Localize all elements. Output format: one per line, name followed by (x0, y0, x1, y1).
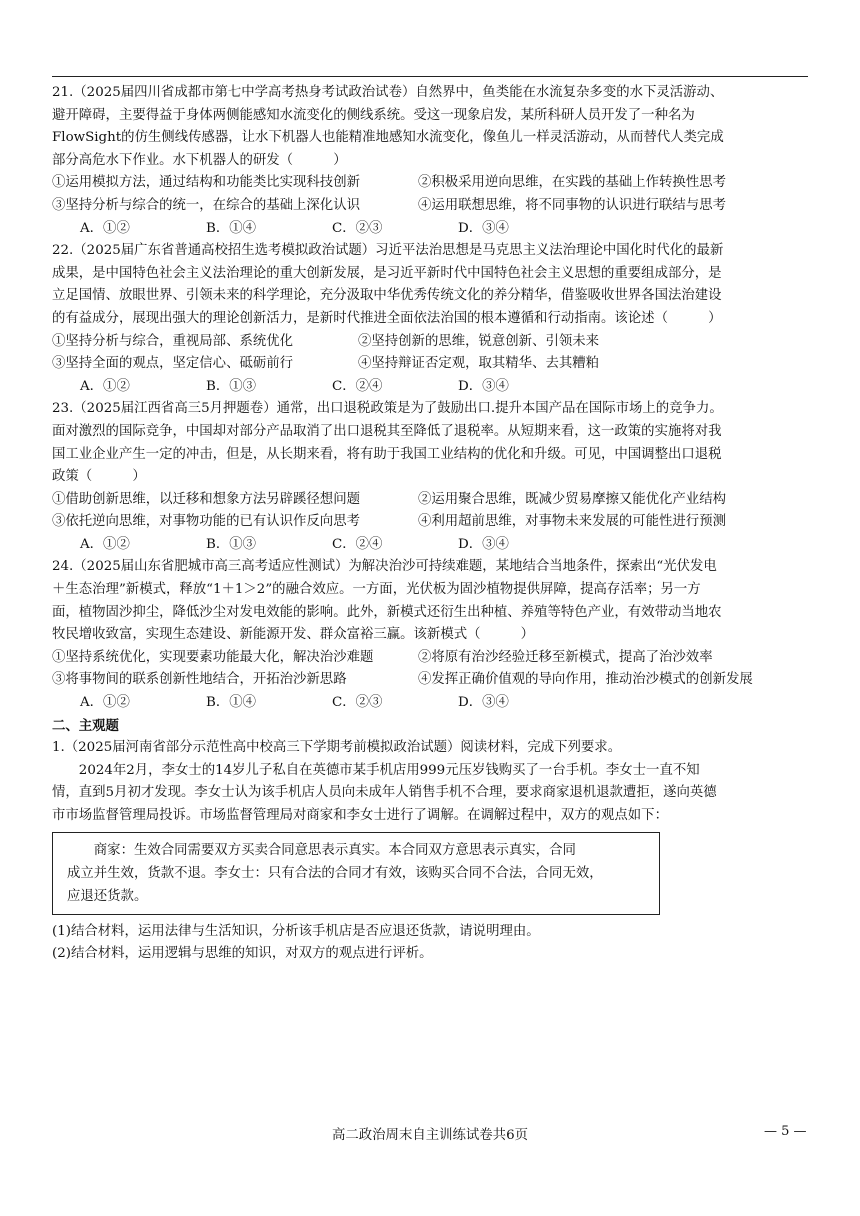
material-line: 情，直到5月初才发现。李女士认为该手机店人员向未成年人销售手机不合理，要求商家退机退款遭拒，遂向英德 (52, 785, 717, 801)
option-row (52, 489, 808, 512)
option-statement: ①坚持分析与综合，重视局部、系统优化 (52, 333, 294, 349)
question-23 (52, 398, 808, 556)
footer-title: 高二政治周末自主训练试卷共6页 (332, 1128, 528, 1143)
choice-d: D．③④ (458, 536, 509, 552)
question-24 (52, 556, 808, 714)
question-text-line: 成果，是中国特色社会主义法治理论的重大创新发展，是习近平新时代中国特色社会主义思想的重要组成部分，是 (52, 265, 722, 281)
option-row (52, 353, 808, 376)
header-rule (52, 76, 808, 77)
option-row (52, 511, 808, 534)
option-statement: ④利用超前思维，对事物未来发展的可能性进行预测 (418, 514, 726, 530)
sub-question-1: (1)结合材料，运用法律与生活知识，分析该手机店是否应退还货款，请说明理由。 (52, 923, 540, 939)
page-number: — 5 — (764, 1124, 807, 1139)
choice-b: B．①④ (206, 220, 257, 236)
question-text-line: 避开障碍，主要得益于身体两侧能感知水流变化的侧线系统。受这一现象启发，某所科研人员开发了一种名为 (52, 107, 695, 123)
subjective-intro: 1.（2025届河南省部分示范性高中校高三下学期考前模拟政治试题）阅读材料，完成下列要求。 (52, 740, 622, 756)
question-text-line: 面，植物固沙抑尘，降低沙尘对发电效能的影响。此外，新模式还衍生出种植、养殖等特色产业，有效带动当地农 (52, 604, 722, 620)
option-row (52, 172, 808, 195)
question-text-line: 国工业企业产生一定的冲击，但是，从长期来看，将有助于我国工业结构的优化和升级。可见，中国调整出口退税 (52, 446, 722, 462)
choice-d: D．③④ (458, 695, 509, 711)
choice-c: C．②③ (332, 220, 383, 236)
choice-b: B．①③ (206, 536, 257, 552)
question-text-line: 21.（2025届四川省成都市第七中学高考热身考试政治试卷）自然界中，鱼类能在水流复杂多变的水下灵活游动、 (52, 85, 724, 100)
answer-choices (52, 376, 808, 399)
viewpoints-box (52, 832, 660, 915)
option-row (52, 669, 808, 692)
choice-d: D．③④ (458, 378, 509, 394)
choice-c: C．②④ (332, 536, 383, 552)
question-text-line: 23.（2025届江西省高三5月押题卷）通常，出口退税政策是为了鼓励出口.提升本国产品在国际市场上的竞争力。 (52, 401, 723, 417)
option-statement: ③将事物间的联系创新性地结合，开拓治沙新思路 (52, 672, 347, 688)
choice-a: A．①② (80, 536, 130, 552)
option-statement: ②将原有治沙经验迁移至新模式，提高了治沙效率 (418, 649, 713, 665)
option-statement: ④发挥正确价值观的导向作用，推动治沙模式的创新发展 (418, 672, 753, 688)
option-statement: ②运用聚合思维，既减少贸易摩擦又能优化产业结构 (418, 491, 726, 507)
choice-a: A．①② (80, 378, 130, 394)
choice-c: C．②④ (332, 378, 383, 394)
option-statement: ③坚持全面的观点，坚定信心、砥砺前行 (52, 356, 294, 372)
choice-b: B．①③ (206, 378, 257, 394)
question-text-line: 牧民增收致富，实现生态建设、新能源开发、群众富裕三赢。该新模式（ ） (52, 627, 535, 643)
question-text-line: 政策（ ） (52, 469, 146, 485)
choice-b: B．①④ (206, 695, 257, 711)
question-text-line: 面对激烈的国际竞争，中国却对部分产品取消了出口退税其至降低了退税率。从短期来看，这一政策的实施将对我 (52, 423, 722, 439)
option-statement: ②坚持创新的思维，锐意创新、引领未来 (358, 333, 600, 349)
question-text-line: 立足国情、放眼世界、引领未来的科学理论，充分汲取中华优秀传统文化的养分精华，借鉴吸收世界各国法治建设 (52, 288, 722, 304)
subjective-question-1 (52, 737, 808, 966)
question-text-line: 22.（2025届广东省普通高校招生选考模拟政治试题）习近平法治思想是马克思主义法治理论中国化时代化的最新 (52, 243, 724, 259)
option-row (52, 331, 808, 354)
option-row (52, 195, 808, 218)
choice-d: D．③④ (458, 220, 509, 236)
choice-a: A．①② (80, 220, 130, 236)
option-statement: ③坚持分析与综合的统一，在综合的基础上深化认识 (52, 197, 360, 213)
page-content (52, 82, 808, 966)
sub-question-2: (2)结合材料，运用逻辑与思维的知识，对双方的观点进行评析。 (52, 946, 433, 962)
option-statement: ③依托逆向思维，对事物功能的已有认识作反向思考 (52, 514, 360, 530)
answer-choices (52, 218, 808, 241)
section-title: 二、主观题 (52, 717, 119, 734)
option-statement: ④运用联想思维，将不同事物的认识进行联结与思考 (418, 197, 726, 213)
question-text-line: 部分高危水下作业。水下机器人的研发（ ） (52, 152, 347, 168)
question-text-line: 的有益成分，展现出强大的理论创新活力，是新时代推进全面依法治国的根本遵循和行动指南。该论述（ ） (52, 310, 722, 326)
option-statement: ①坚持系统优化，实现要素功能最大化，解决治沙难题 (52, 649, 374, 665)
option-statement: ④坚持辩证否定观，取其精华、去其糟粕 (358, 356, 600, 372)
question-text-line: 24.（2025届山东省肥城市高三高考适应性测试）为解决治沙可持续难题，某地结合当地条件，探索出“光伏发电 (52, 559, 717, 575)
option-statement: ②积极采用逆向思维，在实践的基础上作转换性思考 (418, 175, 726, 191)
material-line: 市市场监督管理局投诉。市场监督管理局对商家和李女士进行了调解。在调解过程中，双方的观点如下： (52, 808, 668, 823)
choice-a: A．①② (80, 695, 130, 711)
box-line: 应退还货款。 (67, 888, 148, 904)
answer-choices (52, 534, 808, 557)
box-line: 成立并生效，货款不退。李女士：只有合法的合同才有效，该购买合同不合法，合同无效， (67, 865, 603, 881)
material-line: 2024年2月，李女士的14岁儿子私自在英德市某手机店用999元压岁钱购买了一台手机。李女士一直不知 (78, 762, 700, 778)
box-line: 商家：生效合同需要双方买卖合同意思表示真实。本合同双方意思表示真实，合同 (93, 842, 576, 858)
question-21 (52, 82, 808, 240)
question-22 (52, 240, 808, 398)
choice-c: C．②③ (332, 695, 383, 711)
question-text-line: ＋生态治理”新模式，释放“1＋1＞2”的融合效应。一方面，光伏板为固沙植物提供屏障，提高存活率；另一方 (52, 582, 701, 598)
question-text-line: FlowSight的仿生侧线传感器，让水下机器人也能精准地感知水流变化，像鱼儿一样灵活游动，从而替代人类完成 (52, 130, 724, 146)
option-statement: ①运用模拟方法，通过结构和功能类比实现科技创新 (52, 175, 360, 191)
option-statement: ①借助创新思维，以迁移和想象方法另辟蹊径想问题 (52, 491, 360, 507)
option-row (52, 647, 808, 670)
answer-choices (52, 692, 808, 715)
